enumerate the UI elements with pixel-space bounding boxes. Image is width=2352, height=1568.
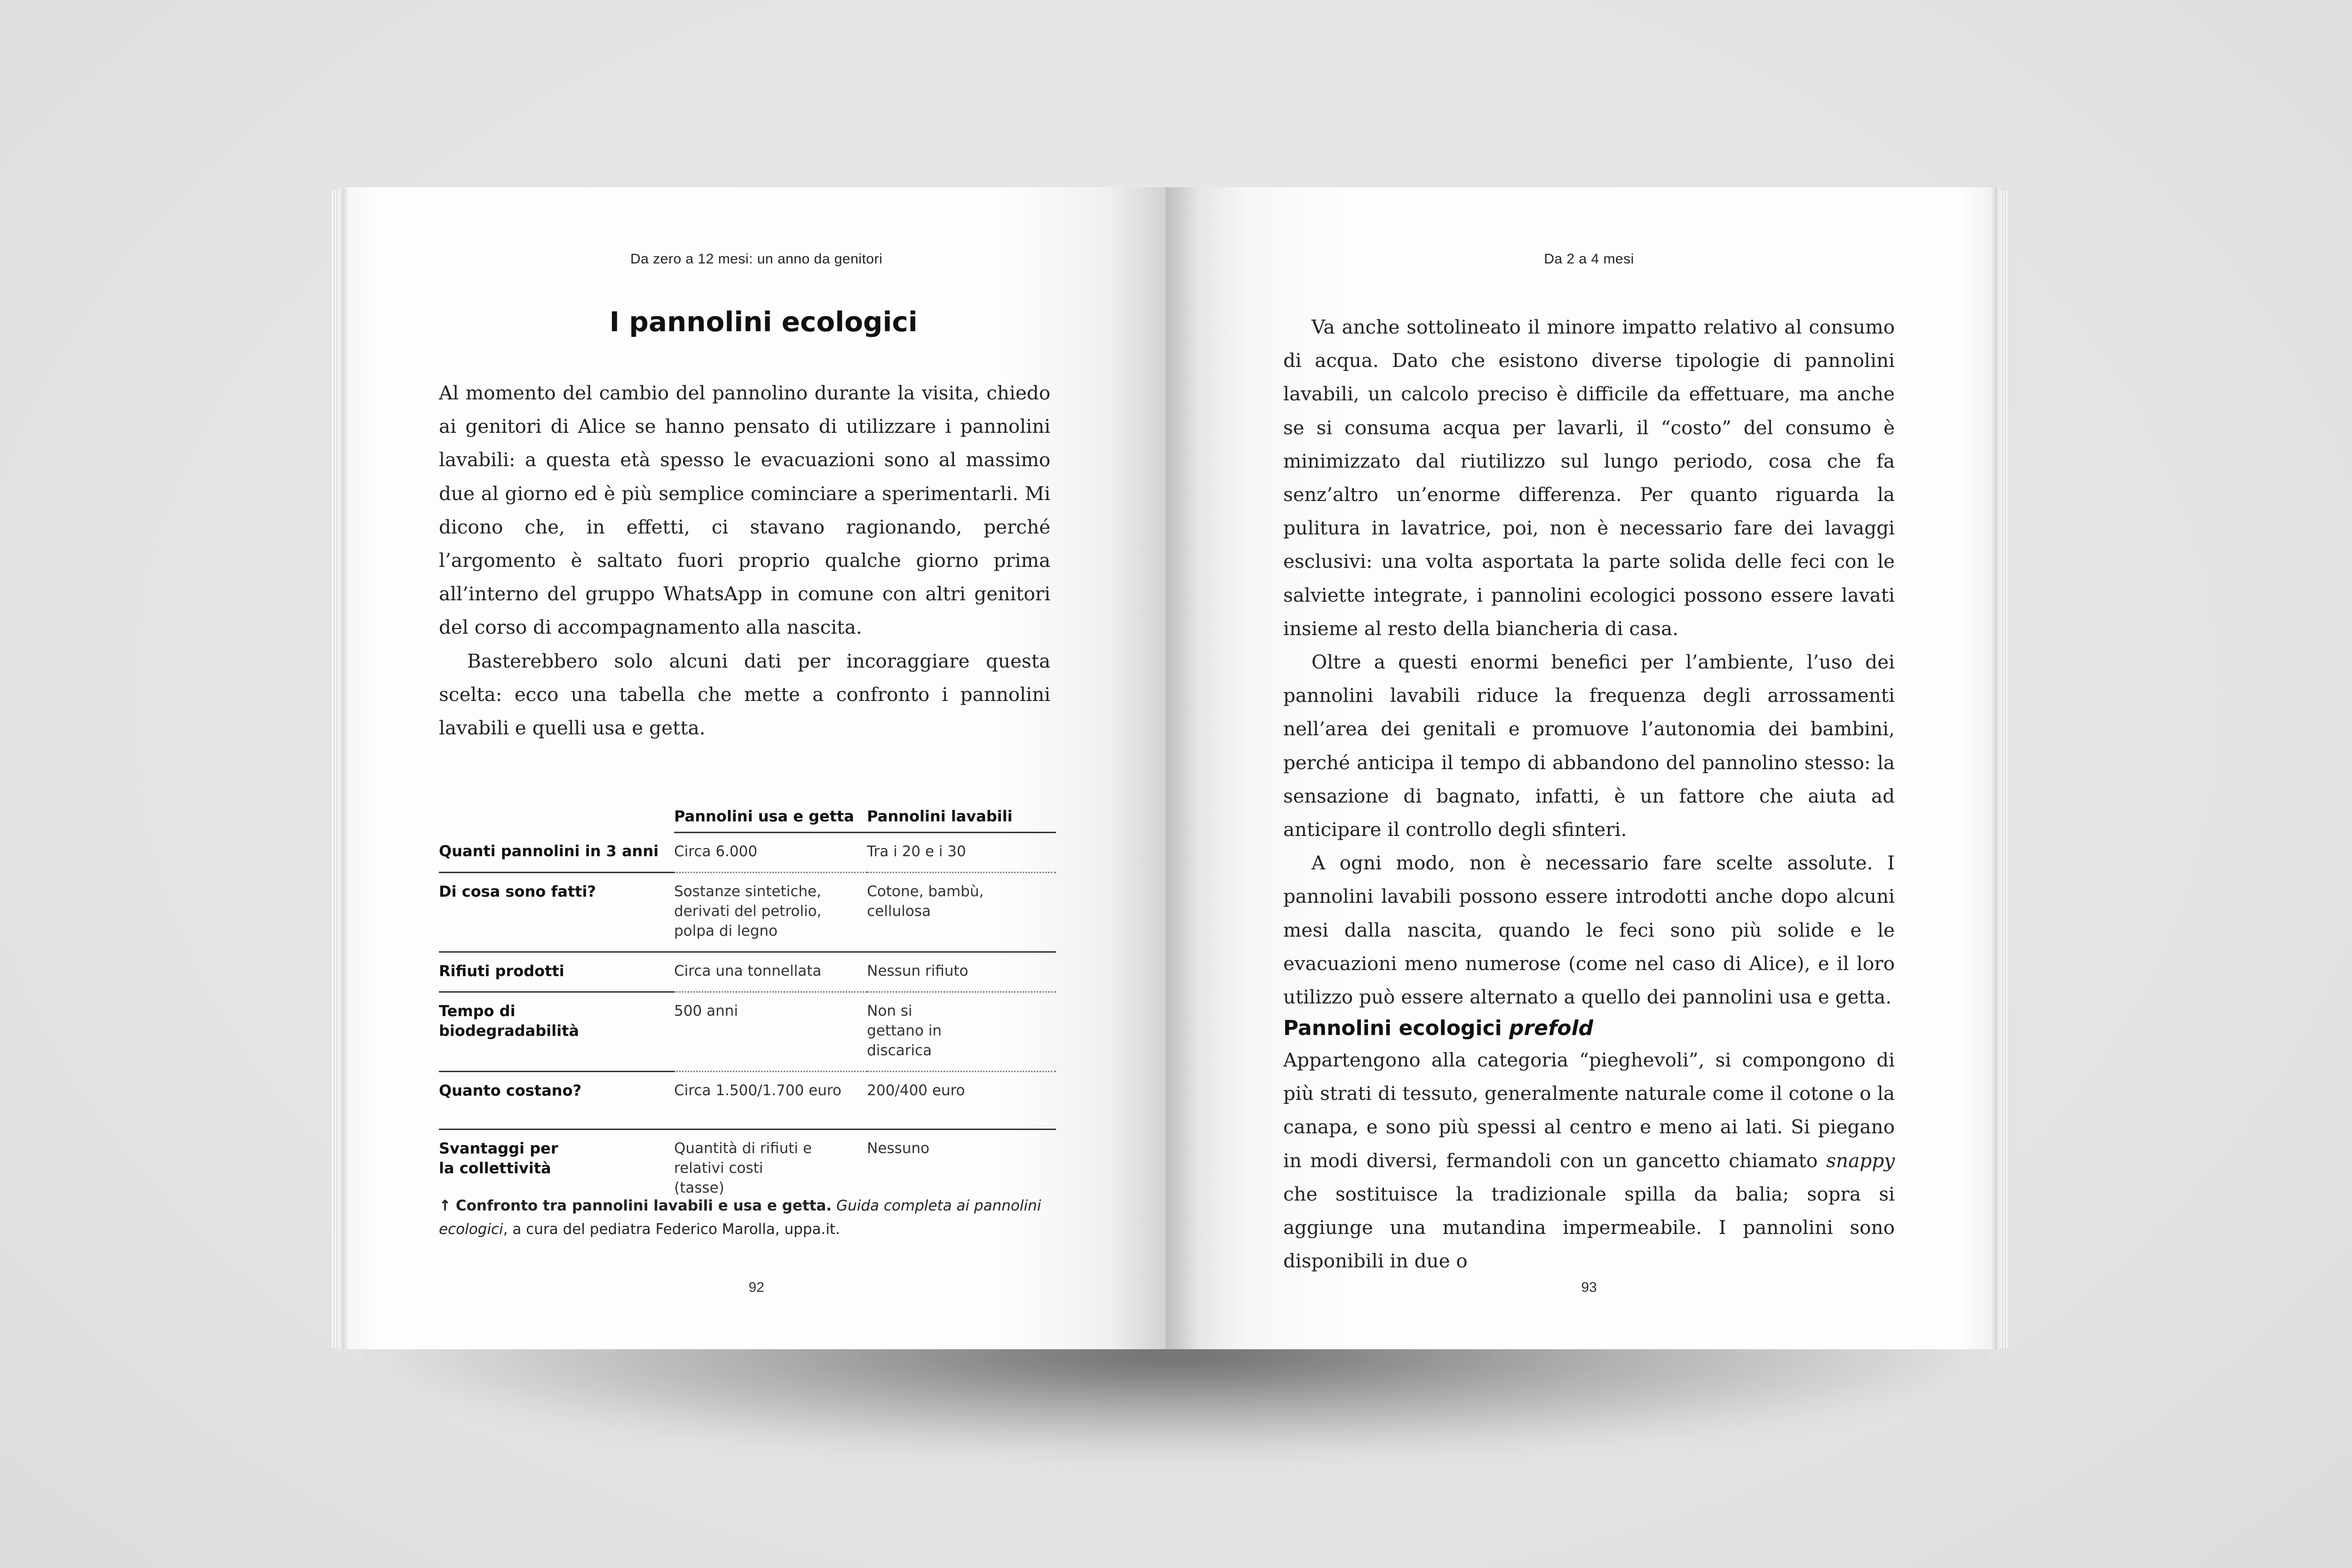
caption-source-title: Guida completa ai pannolini ecologici bbox=[439, 1197, 1041, 1238]
cell-washable: 200/400 euro bbox=[867, 1072, 1056, 1130]
right-running-head: Da 2 a 4 mesi bbox=[1544, 251, 1634, 267]
cell-disposable: Circa una tonnellata bbox=[674, 952, 867, 992]
left-page bbox=[347, 187, 1166, 1349]
paragraph-4-start: Appartengono alla categoria “pieghevoli”, si compongono di più strati di tessuto, generalmente naturale come il cotone o la canapa, e sono più spessi al centro e meno ai lati. Si piegano in modi diversi, fermandoli con un gancetto chiamato bbox=[1283, 1049, 1895, 1172]
right-page bbox=[1166, 187, 1992, 1349]
table-row bbox=[439, 873, 1056, 952]
caption-bold: Confronto tra pannolini lavabili e usa e getta. bbox=[455, 1197, 832, 1214]
cell-disposable: Quantità di rifiuti e relativi costi (tasse) bbox=[674, 1140, 812, 1196]
row-label: Quanto costano? bbox=[439, 1082, 581, 1099]
table-header-disposable: Pannolini usa e getta bbox=[674, 802, 867, 833]
right-paragraph-3: A ogni modo, non è necessario fare scelte assolute. I pannolini lavabili possono essere introdotti anche dopo alcuni mesi dalla nascita, quando le feci sono più solide e le evacuazioni meno numerose (come nel caso di Alice), e il loro utilizzo può essere alternato a quello dei pannolini usa e getta. bbox=[1283, 852, 1895, 1009]
cell-washable: Nessuno bbox=[867, 1140, 930, 1157]
arrow-up-icon: ↑ bbox=[439, 1197, 451, 1214]
subheading-italic: prefold bbox=[1509, 1016, 1594, 1040]
cell-disposable: Circa 6.000 bbox=[674, 833, 867, 873]
paragraph-4-end: che sostituisce la tradizionale spilla da balia; sopra si aggiunge una mutandina impermeabile. I pannolini sono disponibili in due o bbox=[1283, 1182, 1895, 1273]
page-title: I pannolini ecologici bbox=[609, 306, 918, 338]
paragraph-4-italic: snappy bbox=[1826, 1149, 1895, 1172]
table-row bbox=[439, 992, 1056, 1072]
table-header-blank bbox=[439, 802, 674, 833]
table-caption bbox=[439, 1194, 1060, 1241]
cell-washable: Tra i 20 e i 30 bbox=[867, 833, 1056, 873]
table-row bbox=[439, 952, 1056, 992]
cell-washable: Non si gettano in discarica bbox=[867, 992, 1056, 1072]
right-paragraph-4 bbox=[1283, 1043, 1895, 1278]
table-header-washable: Pannolini lavabili bbox=[867, 802, 1056, 833]
left-body-text bbox=[439, 376, 1050, 745]
cell-disposable: Sostanze sintetiche, derivati del petrolio, polpa di legno bbox=[674, 873, 867, 952]
row-label: Di cosa sono fatti? bbox=[439, 883, 596, 900]
table-row bbox=[439, 1072, 1056, 1130]
right-body-text-2 bbox=[1283, 1043, 1895, 1278]
right-page-edges bbox=[1992, 191, 2008, 1348]
cell-washable: Cotone, bambù, cellulosa bbox=[867, 873, 1056, 952]
row-label: Rifiuti prodotti bbox=[439, 952, 674, 992]
row-label: Quanti pannolini in 3 anni bbox=[439, 833, 674, 873]
caption-source-rest: , a cura del pediatra Federico Marolla, uppa.it. bbox=[503, 1221, 840, 1238]
cell-washable: Nessun rifiuto bbox=[867, 952, 1056, 992]
subheading-text: Pannolini ecologici bbox=[1283, 1016, 1510, 1040]
left-running-head: Da zero a 12 mesi: un anno da genitori bbox=[630, 251, 882, 267]
left-paragraph-2: Basterebbero solo alcuni dati per incoraggiare questa scelta: ecco una tabella che mette a confronto i pannolini lavabili e quelli usa e getta. bbox=[439, 649, 1050, 740]
table-header-row bbox=[439, 802, 1056, 833]
right-page-number: 93 bbox=[1581, 1280, 1597, 1295]
right-body-text bbox=[1283, 310, 1895, 1014]
right-paragraph-2: Oltre a questi enormi benefici per l’ambiente, l’uso dei pannolini lavabili riduce la frequenza degli arrossamenti nell’area dei genitali e promuove l’autonomia dei bambini, perché anticipa il tempo di abbandono del pannolino stesso: la sensazione di bagnato, infatti, è un fattore che aiuta ad anticipare il controllo degli sfinteri. bbox=[1283, 651, 1895, 841]
row-label: Tempo di biodegradabilità bbox=[439, 992, 674, 1072]
cell-disposable: Circa 1.500/1.700 euro bbox=[674, 1072, 867, 1130]
section-subheading bbox=[1283, 1016, 1593, 1040]
left-page-edges bbox=[332, 191, 348, 1348]
table-row bbox=[439, 833, 1056, 873]
left-page-number: 92 bbox=[748, 1280, 764, 1295]
cell-disposable: 500 anni bbox=[674, 992, 867, 1072]
row-label: Svantaggi per la collettività bbox=[439, 1139, 558, 1177]
right-paragraph-1: Va anche sottolineato il minore impatto relativo al consumo di acqua. Dato che esistono diverse tipologie di pannolini lavabili, un calcolo preciso è difficile da effettuare, ma anche se si consuma acqua per lavarli, il “costo” del consumo è minimizzato dal riutilizzo sul lungo periodo, cosa che fa senz’altro un’enorme differenza. Per quanto riguarda la pulitura in lavatrice, poi, non è necessario fare dei lavaggi esclusivi: una volta asportata la parte solida delle feci con le salviette integrate, i pannolini ecologici possono essere lavati insieme al resto della biancheria di casa. bbox=[1283, 316, 1895, 640]
left-paragraph-1: Al momento del cambio del pannolino durante la visita, chiedo ai genitori di Alice se hanno pensato di utilizzare i pannolini lavabili: a questa età spesso le evacuazioni sono al massimo due al giorno ed è più semplice cominciare a sperimentarli. Mi dicono che, in effetti, ci stavano ragionando, perché l’argomento è saltato fuori proprio qualche giorno prima all’interno del gruppo WhatsApp in comune con altri genitori del corso di accompagnamento alla nascita. bbox=[439, 382, 1050, 639]
comparison-table bbox=[439, 802, 1056, 1208]
